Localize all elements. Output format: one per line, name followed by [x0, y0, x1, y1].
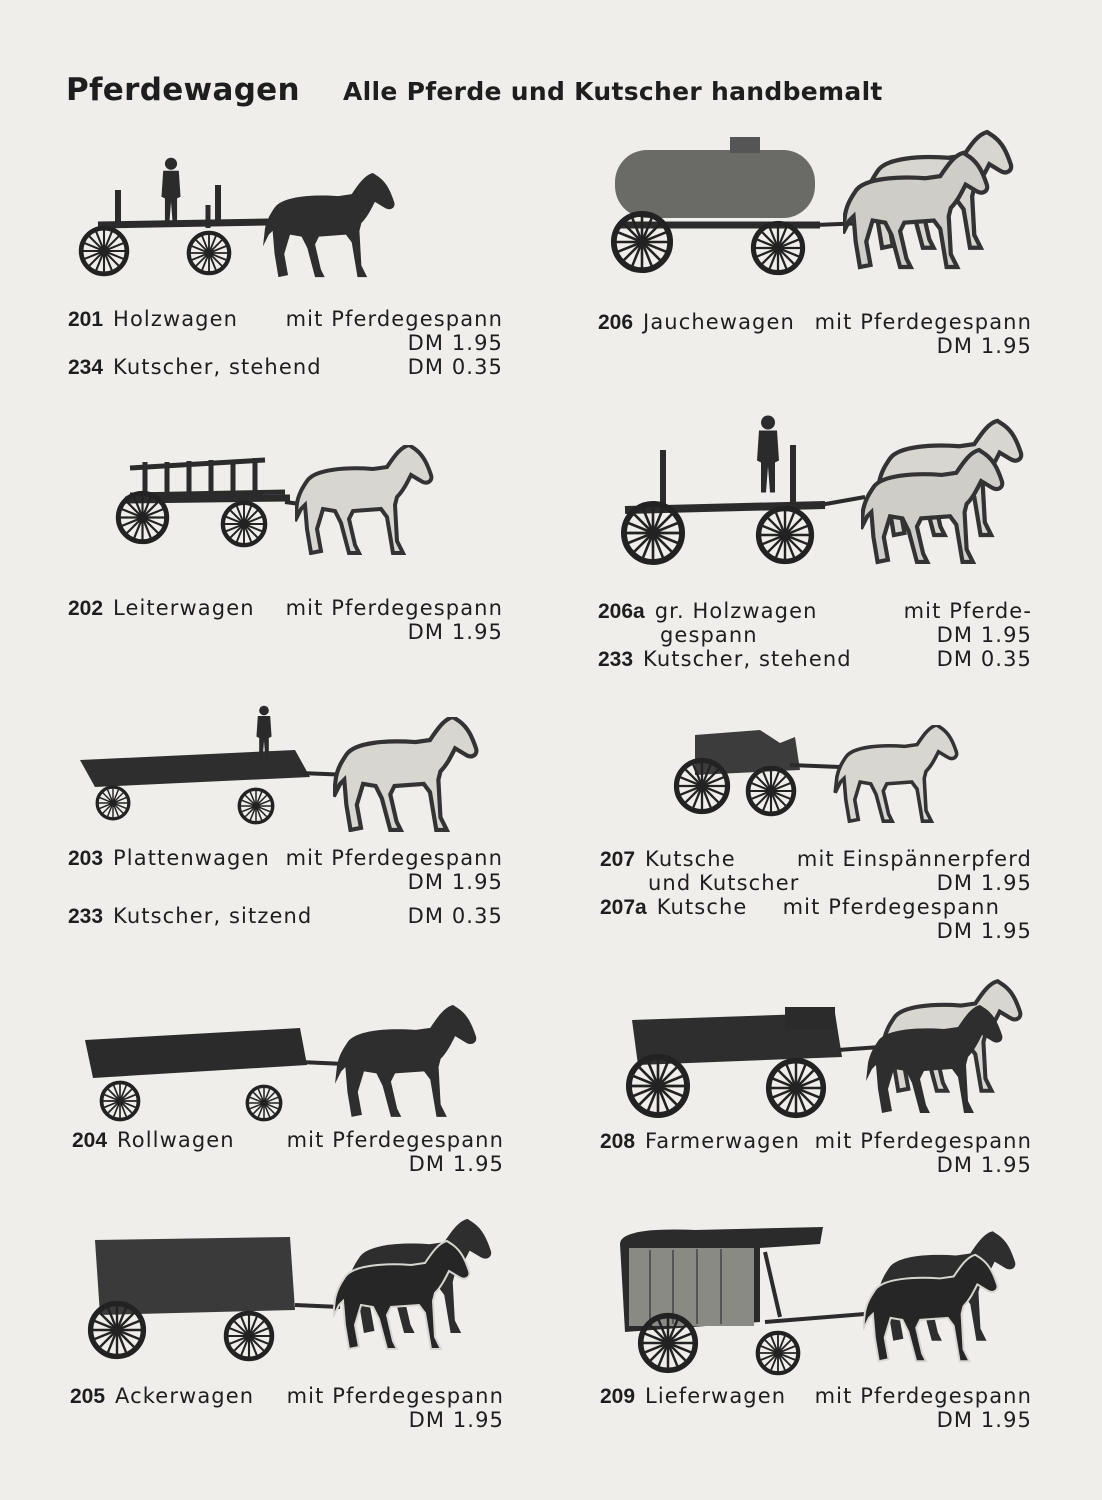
- item-desc: mit Pferdegespann: [814, 310, 1032, 334]
- item-price: DM 0.35: [936, 647, 1032, 671]
- item-number: 207: [600, 848, 636, 871]
- page-title: Pferdewagen: [66, 72, 300, 108]
- item-name: Kutscher, stehend: [113, 355, 322, 379]
- item-desc: mit Pferdegespann: [285, 596, 503, 620]
- item-number: 208: [600, 1130, 636, 1153]
- item-206: [598, 310, 1032, 358]
- item-price: DM 1.95: [936, 1408, 1032, 1432]
- item-name: Kutsche: [645, 847, 736, 871]
- item-name: Leiterwagen: [113, 596, 255, 620]
- item-name: Plattenwagen: [113, 846, 270, 870]
- item-number: 234: [68, 356, 104, 379]
- item-desc-continued: gespann: [660, 623, 758, 647]
- item-price: DM 1.95: [408, 1152, 504, 1176]
- item-name: Holzwagen: [113, 307, 239, 331]
- item-price: DM 1.95: [408, 1408, 504, 1432]
- item-price: DM 1.95: [407, 870, 503, 894]
- item-number: 207a: [600, 896, 647, 919]
- item-name: Rollwagen: [117, 1128, 235, 1152]
- item-206a: [598, 599, 1032, 671]
- rollwagen-illustration: [75, 1000, 485, 1130]
- lieferwagen-illustration: [615, 1222, 1025, 1382]
- item-208: [600, 1129, 1032, 1177]
- item-name: Lieferwagen: [645, 1384, 787, 1408]
- item-price: DM 1.95: [407, 620, 503, 644]
- item-number: 201: [68, 308, 104, 331]
- item-204: [72, 1128, 504, 1176]
- item-price: DM 1.95: [936, 871, 1032, 895]
- item-number: 206a: [598, 600, 645, 623]
- item-201: [68, 307, 503, 379]
- item-price: DM 0.35: [407, 904, 503, 928]
- item-desc: mit Pferdegespann: [286, 1128, 504, 1152]
- item-desc: mit Pferdegespann: [286, 1384, 504, 1408]
- item-desc: mit Pferdegespann: [814, 1384, 1032, 1408]
- item-name: Kutscher, sitzend: [113, 904, 313, 928]
- item-price: DM 0.35: [407, 355, 503, 379]
- farmerwagen-illustration: [620, 975, 1030, 1125]
- item-price: DM 1.95: [936, 919, 1032, 943]
- item-number: 233: [68, 905, 104, 928]
- item-number: 204: [72, 1129, 108, 1152]
- item-name: gr. Holzwagen: [654, 599, 818, 623]
- item-209: [600, 1384, 1032, 1432]
- page-subtitle: Alle Pferde und Kutscher handbemalt: [342, 77, 883, 106]
- item-202: [68, 596, 503, 644]
- item-203: [68, 846, 503, 928]
- item-desc: mit Pferdegespann: [782, 895, 1000, 919]
- item-name: Kutsche: [656, 895, 748, 919]
- item-name: Farmerwagen: [645, 1129, 801, 1153]
- item-price: DM 1.95: [936, 1153, 1032, 1177]
- gr-holzwagen-illustration: [615, 405, 1030, 575]
- item-name: Ackerwagen: [115, 1384, 255, 1408]
- item-price: DM 1.95: [936, 623, 1032, 647]
- item-desc: mit Einspännerpferd: [796, 847, 1032, 871]
- item-price: DM 1.95: [936, 334, 1032, 358]
- kutsche-illustration: [670, 715, 970, 825]
- item-207: [600, 847, 1032, 943]
- item-number: 202: [68, 597, 104, 620]
- item-number: 209: [600, 1385, 636, 1408]
- item-number: 206: [598, 311, 634, 334]
- plattenwagen-illustration: [75, 705, 485, 835]
- item-price: DM 1.95: [407, 331, 503, 355]
- leiterwagen-illustration: [115, 440, 445, 565]
- item-205: [70, 1384, 504, 1432]
- item-desc: mit Pferdegespann: [285, 307, 503, 331]
- item-name: Kutscher, stehend: [643, 647, 852, 671]
- item-name: Jauchewagen: [643, 310, 795, 334]
- item-number: 233: [598, 648, 634, 671]
- item-number: 203: [68, 847, 104, 870]
- item-desc: mit Pferdegespann: [814, 1129, 1032, 1153]
- item-number: 205: [70, 1385, 106, 1408]
- jauchewagen-illustration: [605, 125, 1020, 285]
- ackerwagen-illustration: [85, 1215, 500, 1365]
- item-desc-continued: und Kutscher: [648, 871, 800, 895]
- holzwagen-illustration: [78, 150, 408, 285]
- item-desc: mit Pferde-: [903, 599, 1032, 623]
- item-desc: mit Pferdegespann: [285, 846, 503, 870]
- page-header: [66, 72, 883, 108]
